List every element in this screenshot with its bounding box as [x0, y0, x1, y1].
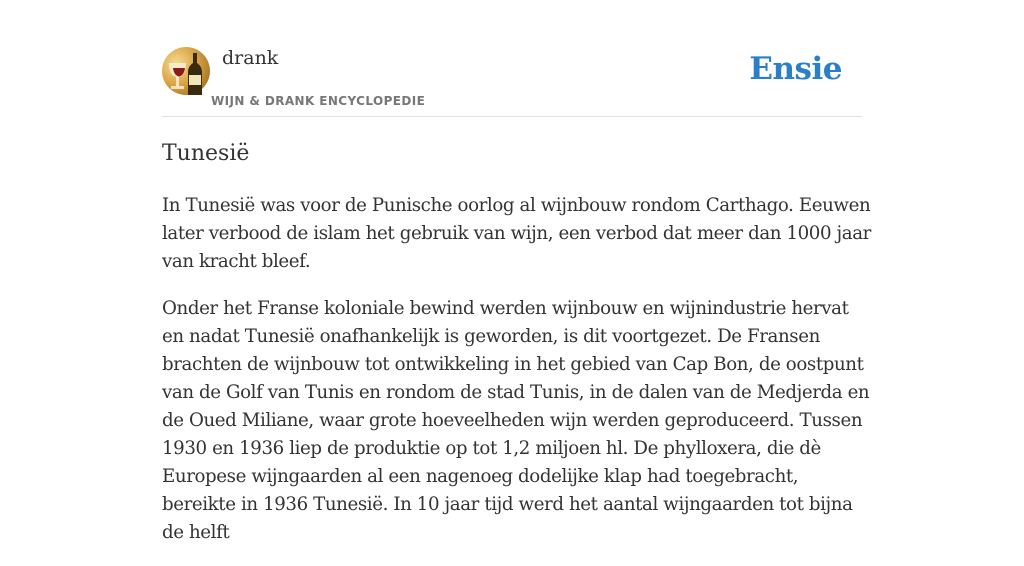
site-subtitle: WIJN & DRANK ENCYCLOPEDIE [211, 94, 426, 108]
page-title: Tunesië [162, 141, 250, 166]
ensie-logo-link[interactable]: Ensie [749, 51, 842, 87]
header [162, 0, 862, 117]
article-paragraph: Onder het Franse koloniale bewind werden wijnbouw en wijnindustrie hervat en nadat Tunesië onafhankelijk is geworden, is dit voortgezet. De Fransen brachten de wijnbouw tot ontwikkeling in het gebied van Cap Bon, de oostpunt van de Golf van Tunis en rondom de stad Tunis, in de dalen van de Medjerda en de Oued Miliane, waar grote hoeveelheden wijn werden geproduceerd. Tussen 1930 en 1936 liep de produktie op tot 1,2 miljoen hl. De phylloxera, die dè Europese wijngaarden al een nagenoeg dodelijke klap had toegebracht, bereikte in 1936 Tunesië. In 10 jaar tijd werd het aantal wijngaarden tot bijna de helft [162, 298, 870, 543]
site-name-link[interactable]: drank [222, 47, 279, 69]
wine-bottle-glass-icon[interactable] [162, 47, 210, 95]
article-paragraph: In Tunesië was voor de Punische oorlog al wijnbouw rondom Carthago. Eeuwen later verbood de islam het gebruik van wijn, een verbod dat meer dan 1000 jaar van kracht bleef. [162, 195, 871, 272]
article-body [162, 192, 872, 566]
